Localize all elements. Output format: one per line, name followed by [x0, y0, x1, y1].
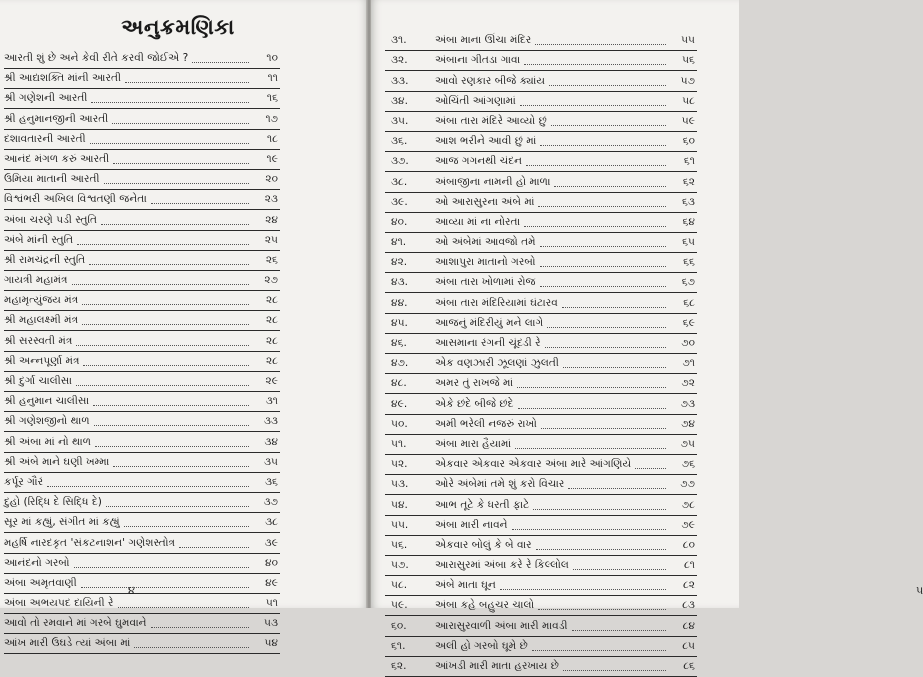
dot-leader: [93, 404, 249, 406]
dot-leader: [179, 546, 249, 548]
entry-page-number: ૨૮: [265, 334, 278, 347]
entry-title: ઓચિંતી આંગણામાં: [435, 94, 516, 107]
entry-page-number: ૩૧: [265, 395, 278, 408]
dot-leader: [573, 568, 666, 570]
index-entry: [4, 291, 280, 311]
entry-page-number: ૬૬: [683, 256, 695, 269]
index-entry: [385, 354, 697, 374]
entry-page-number: ૭૦: [681, 337, 695, 349]
entry-page-number: ૮૪: [682, 619, 695, 632]
dot-leader: [106, 505, 249, 507]
entry-title: શ્રી ગણેશજીનો થાળ: [4, 415, 90, 428]
entry-title: વિશ્વંભરી અખિલ વિશ્વતણી જનેતા: [4, 193, 147, 206]
dot-leader: [547, 326, 666, 328]
entry-page-number: ૮૦: [682, 538, 695, 551]
entry-title: એક વણઝારી ઝૂલણાં ઝુલતી: [435, 357, 559, 370]
left-page: [0, 0, 368, 650]
entry-title: અંબા તારા મંદિરિયામાં ઘંટારવ: [435, 296, 558, 309]
index-entry: [385, 556, 697, 576]
entry-number: ૩૫.: [391, 114, 409, 127]
index-entry: [385, 475, 697, 495]
entry-page-number: ૩૮: [265, 516, 278, 529]
entry-title: ઉમિયા માતાની આરતી: [4, 173, 100, 186]
entry-page-number: ૫૮: [682, 94, 695, 107]
entry-page-number: ૭૫: [680, 437, 695, 450]
entry-title: શ્રી રામચંદ્રની સ્તુતિ: [4, 253, 86, 266]
entry-title: આશ ભરીને આવી છું માં: [435, 135, 537, 148]
index-entry: [4, 473, 280, 493]
entry-page-number: ૪૦: [265, 556, 278, 569]
index-entry: [4, 412, 280, 432]
dot-leader: [562, 306, 666, 308]
entry-page-number: ૨૮: [265, 294, 278, 307]
entry-number: ૪૨.: [391, 256, 408, 269]
index-entry: [385, 253, 697, 273]
index-entry: [4, 130, 280, 150]
right-page-number: ૫: [916, 584, 923, 597]
entry-page-number: ૩૭: [263, 496, 278, 509]
entry-page-number: ૭૮: [681, 498, 695, 511]
index-entry: [4, 554, 280, 574]
index-entry: [4, 574, 280, 594]
entry-number: ૪૦.: [391, 215, 408, 228]
entry-number: ૬૧.: [391, 639, 406, 652]
dot-leader: [520, 104, 666, 106]
dot-leader: [635, 467, 666, 469]
entry-page-number: ૧૦: [266, 52, 278, 64]
entry-page-number: ૨૭: [264, 274, 278, 287]
dot-leader: [47, 485, 249, 487]
dot-leader: [124, 525, 249, 527]
entry-title: અંબા અભયપદ દાયિની રે: [4, 597, 114, 610]
dot-leader: [572, 629, 666, 631]
entry-page-number: ૨૮: [265, 314, 278, 327]
entry-title: અંબા મારા હૈયામાં: [435, 437, 512, 450]
index-entry: [385, 536, 697, 556]
entry-title: ગાયત્રી મહામંત્ર: [4, 274, 68, 287]
entry-title: એકવાર એકવાર એકવાર અંબા મારે આંગણિયે: [435, 458, 632, 471]
entry-title: દુહો (રિદ્ધિ દે સિદ્ધિ દે): [4, 496, 102, 509]
dot-leader: [113, 465, 249, 467]
index-entry: [4, 493, 280, 513]
entry-number: ૪૯.: [391, 397, 408, 410]
entry-page-number: ૧૮: [266, 132, 278, 145]
entry-title: આંખ મારી ઉઘડે ત્યાં અંબા માં: [4, 637, 131, 650]
entry-page-number: ૧૧: [267, 72, 278, 85]
entry-title: અંબા માના ઊંચા મંદિર: [435, 34, 532, 47]
index-entry: [385, 92, 697, 112]
entry-number: ૫૭.: [391, 559, 409, 572]
entry-page-number: ૮૧: [683, 559, 695, 572]
dot-leader: [89, 263, 249, 265]
dot-leader: [192, 61, 249, 63]
entry-page-number: ૩૫: [263, 455, 278, 468]
entry-title: અંબા કહે બહુચર ચાલો: [435, 599, 535, 612]
dot-leader: [517, 386, 666, 388]
entry-title: આરાસુરવાળી અંબા મારી માવડી: [435, 619, 568, 632]
index-entry: [385, 193, 697, 213]
entry-page-number: ૬૦: [682, 135, 695, 148]
index-entry: [385, 132, 697, 152]
dot-leader: [535, 43, 666, 45]
dot-leader: [82, 323, 249, 325]
index-entry: [385, 273, 697, 293]
index-entry: [4, 634, 280, 654]
entry-page-number: ૫૫: [681, 34, 695, 47]
index-entry: [385, 394, 697, 414]
index-entry: [385, 71, 697, 91]
entry-number: ૫૯.: [391, 599, 408, 612]
dot-leader: [74, 566, 249, 568]
entry-page-number: ૮૨: [682, 579, 695, 592]
dot-leader: [95, 445, 249, 447]
entry-title: શ્રી ગણેશની આરતી: [4, 92, 88, 105]
entry-number: ૬૦.: [391, 619, 407, 632]
entry-number: ૫૦.: [391, 417, 408, 430]
entry-page-number: ૭૯: [681, 518, 695, 531]
index-entry: [4, 89, 280, 109]
dot-leader: [500, 588, 666, 590]
entry-title: એકે છંદે બીજે છંદે: [435, 397, 514, 410]
entry-number: ૫૪.: [391, 498, 408, 511]
entry-title: ઓ અંબેમાં આવજો તમે: [435, 236, 536, 249]
entry-title: અંબે માતા ઘૂન: [435, 579, 496, 592]
entry-title: શ્રી હનુમાન ચાલીસા: [4, 395, 90, 408]
entry-page-number: ૬૭: [681, 276, 695, 289]
entry-page-number: ૨૮: [265, 354, 278, 367]
entry-page-number: ૨૩: [264, 193, 278, 206]
index-entry: [4, 251, 280, 271]
index-entry: [4, 109, 280, 129]
dot-leader: [551, 124, 666, 126]
dot-leader: [81, 586, 249, 588]
entry-number: ૪૩.: [391, 276, 408, 289]
entry-title: આંખડી મારી માતા હરખાય છે: [435, 660, 559, 672]
dot-leader: [526, 164, 666, 166]
entry-page-number: ૬૪: [682, 215, 695, 228]
index-entry: [385, 516, 697, 536]
index-entry: [4, 231, 280, 251]
entry-number: ૫૧.: [391, 437, 407, 450]
entry-number: ૩૨.: [391, 54, 408, 67]
index-entry: [4, 190, 280, 210]
entry-title: શ્રી દુર્ગા ચાલીસા: [4, 375, 72, 387]
index-entry: [4, 513, 280, 533]
entry-title: ઓ આરાસુરના અંબે માં: [435, 195, 535, 208]
index-entry: [385, 415, 697, 435]
dot-leader: [533, 508, 666, 510]
entry-page-number: ૧૭: [265, 112, 278, 125]
dot-leader: [524, 63, 666, 65]
entry-page-number: ૭૨: [681, 377, 695, 390]
entry-title: શ્રી સરસ્વતી મંત્ર: [4, 334, 73, 347]
dot-leader: [112, 122, 249, 124]
dot-leader: [113, 162, 249, 164]
index-entry: [385, 314, 697, 334]
index-entry: [385, 51, 697, 71]
index-entry: [385, 657, 697, 677]
entry-page-number: ૧૬: [266, 92, 278, 105]
index-entry: [385, 31, 697, 51]
dot-leader: [538, 205, 666, 207]
index-entry: [4, 614, 280, 634]
entry-page-number: ૮૩: [682, 599, 695, 612]
entry-page-number: ૨૯: [265, 375, 278, 387]
entry-page-number: ૬૩: [682, 195, 695, 208]
entry-page-number: ૬૨: [682, 175, 695, 188]
dot-leader: [90, 142, 249, 144]
index-entry: [4, 372, 280, 392]
dot-leader: [151, 626, 249, 628]
index-entry: [385, 374, 697, 394]
entry-title: શ્રી મહાલક્ષ્મી મંત્ર: [4, 314, 79, 327]
entry-page-number: ૫૩: [263, 617, 278, 630]
dot-leader: [524, 225, 666, 227]
entry-title: આવ્યા માં ના નોરતા: [435, 215, 521, 228]
dot-leader: [540, 285, 666, 287]
index-entry: [385, 112, 697, 132]
left-page-number: ૪: [128, 584, 135, 597]
index-entry: [385, 616, 697, 636]
index-entry: [4, 533, 280, 553]
entry-page-number: ૨૪: [265, 213, 278, 226]
entry-title: મહર્ષિ નારદકૃત 'સંકટનાશન' ગણેશસ્તોત્ર: [4, 536, 175, 549]
entry-page-number: ૩૩: [263, 415, 278, 428]
right-page: [371, 0, 923, 672]
entry-title: શ્રી અન્નપૂર્ણા મંત્ર: [4, 354, 80, 367]
entry-title: એકવાર બોલું કે બે વાર: [435, 538, 532, 551]
entry-title: અંબા તારા મંદિરે આવ્યો છું: [435, 114, 547, 127]
entry-page-number: ૫૪: [264, 637, 278, 650]
entry-title: ઓરે અંબેમાં તમે શું કરો વિચાર: [435, 478, 565, 491]
dot-leader: [540, 144, 666, 146]
index-entry: [4, 271, 280, 291]
dot-leader: [151, 202, 249, 204]
dot-leader: [563, 669, 666, 671]
entry-number: ૫૬.: [391, 538, 408, 551]
index-entry: [4, 210, 280, 230]
entry-title: આરતી શું છે અને કેવી રીતે કરવી જોઈએ ?: [4, 52, 189, 64]
entry-title: આજનું મંદિરીયું મને લાગે: [435, 316, 544, 329]
entry-title: અંબાના ગીતડા ગાવા: [435, 54, 521, 67]
index-entry: [4, 392, 280, 412]
entry-page-number: ૭૩: [680, 397, 695, 410]
entry-page-number: ૬૫: [682, 236, 695, 249]
index-entry: [385, 435, 697, 455]
entry-title: અંબે માંની સ્તુતિ: [4, 233, 74, 246]
entry-title: આરાસુરમાં અંબા કરે રે કિલ્લોલ: [435, 559, 569, 572]
entry-number: ૩૪.: [391, 94, 408, 107]
entry-page-number: ૭૭: [680, 478, 695, 491]
entry-page-number: ૭૬: [681, 458, 695, 471]
entry-page-number: ૮૬: [683, 660, 695, 672]
entry-number: ૫૩.: [391, 478, 409, 491]
dot-leader: [72, 283, 249, 285]
entry-page-number: ૩૬: [265, 475, 278, 488]
entry-number: ૩૩.: [391, 74, 409, 87]
entry-title: સૂર માં કહ્યું, સંગીત માં કહ્યું: [4, 516, 120, 529]
entry-number: ૫૫.: [391, 518, 409, 531]
entry-number: ૬૨.: [391, 660, 407, 672]
index-entry: [4, 51, 280, 69]
entry-page-number: ૭૧: [682, 357, 695, 370]
dot-leader: [91, 101, 249, 103]
dot-leader: [94, 424, 249, 426]
entry-title: આભ તૂટે કે ધરતી ફાટે: [435, 498, 530, 511]
entry-title: અમી ભરેલી નજરું રાખો: [435, 417, 537, 430]
entry-title: અંબા મારી નાવને: [435, 518, 508, 531]
index-entry: [385, 152, 697, 172]
index-entry: [385, 495, 697, 515]
entry-page-number: ૨૦: [265, 173, 278, 186]
index-entry: [4, 150, 280, 170]
entry-number: ૩૮.: [391, 175, 408, 188]
dot-leader: [76, 384, 249, 386]
dot-leader: [540, 265, 666, 267]
entry-title: આજ ગગનથી ચંદન: [435, 155, 523, 168]
entry-number: ૪૧.: [391, 236, 407, 249]
index-entry: [385, 233, 697, 253]
entry-title: શ્રી અંબે માને ઘણી ખમ્મા: [4, 455, 110, 468]
index-entry: [385, 596, 697, 616]
entry-number: ૩૬.: [391, 135, 408, 148]
entry-number: ૫૨.: [391, 458, 408, 471]
dot-leader: [82, 303, 249, 305]
entry-number: ૫૮.: [391, 579, 408, 592]
dot-leader: [554, 185, 666, 187]
entry-page-number: ૬૧: [683, 155, 695, 168]
entry-page-number: ૩૪: [264, 435, 278, 448]
entry-title: દશાવતારની આરતી: [4, 132, 86, 145]
entry-title: અમર તું રાખજે માં: [435, 377, 514, 390]
index-entry: [385, 576, 697, 596]
entry-title: આવો રણકાર બીજે ક્યાંય: [435, 74, 546, 87]
entry-title: આનંદનો ગરબો: [4, 556, 70, 569]
entry-number: ૩૭.: [391, 155, 409, 168]
entry-page-number: ૮૫: [682, 639, 695, 652]
right-index-list: [385, 31, 697, 677]
index-entry: [385, 637, 697, 657]
entry-page-number: ૬૮: [683, 296, 695, 309]
entry-number: ૩૧.: [391, 34, 407, 47]
index-entry: [4, 69, 280, 89]
dot-leader: [518, 407, 666, 409]
entry-page-number: ૭૪: [681, 417, 695, 430]
index-entry: [4, 594, 280, 614]
dot-leader: [532, 649, 666, 651]
entry-title: આસમાના રંગની ચૂંદડી રે: [435, 337, 541, 349]
dot-leader: [134, 646, 249, 648]
entry-page-number: ૪૯: [265, 576, 278, 589]
index-title: અનુક્રમણિકા: [121, 14, 235, 39]
entry-page-number: ૫૭: [680, 74, 695, 87]
dot-leader: [125, 81, 249, 83]
dot-leader: [83, 364, 249, 366]
entry-page-number: ૬૯: [682, 316, 695, 329]
dot-leader: [549, 84, 666, 86]
dot-leader: [540, 245, 666, 247]
entry-title: અલી હો ગરબો ઘૂમે છે: [435, 639, 528, 652]
entry-page-number: ૨૫: [264, 233, 278, 246]
dot-leader: [101, 223, 249, 225]
entry-title: શ્રી અંબા માં નો થાળ: [4, 435, 92, 448]
dot-leader: [104, 182, 249, 184]
entry-title: આવો તો રમવાને માં ગરબે ઘુમવાને: [4, 617, 147, 630]
dot-leader: [568, 487, 666, 489]
dot-leader: [512, 528, 666, 530]
index-entry: [4, 432, 280, 452]
dot-leader: [536, 548, 666, 550]
index-entry: [4, 352, 280, 372]
entry-number: ૪૬.: [391, 337, 407, 349]
index-entry: [4, 311, 280, 331]
entry-number: ૩૯.: [391, 195, 408, 208]
entry-title: અંબા અમૃતવાણી: [4, 576, 77, 589]
entry-title: અંબા તારા ખોળામાં રોજ: [435, 276, 536, 289]
entry-title: મહામૃત્યુંજય મંત્ર: [4, 294, 79, 307]
index-entry: [4, 453, 280, 473]
entry-number: ૪૭.: [391, 357, 409, 370]
entry-page-number: ૧૯: [266, 152, 278, 165]
dot-leader: [545, 346, 666, 348]
dot-leader: [118, 606, 250, 608]
entry-number: ૪૪.: [391, 296, 408, 309]
entry-page-number: ૨૬: [265, 253, 278, 266]
entry-number: ૪૫.: [391, 316, 408, 329]
dot-leader: [77, 243, 249, 245]
entry-title: કર્પૂર ગૌરં: [4, 475, 44, 488]
entry-page-number: ૫૧: [265, 597, 278, 610]
dot-leader: [76, 344, 249, 346]
dot-leader: [563, 366, 666, 368]
index-entry: [385, 172, 697, 192]
index-entry: [4, 331, 280, 351]
entry-title: શ્રી આદ્યશક્તિ માંની આરતી: [4, 72, 122, 85]
entry-page-number: ૩૯: [264, 536, 278, 549]
dot-leader: [541, 427, 666, 429]
entry-title: શ્રી હનુમાનજીની આરતી: [4, 112, 109, 125]
index-entry: [385, 334, 697, 354]
entry-page-number: ૫૯: [681, 114, 695, 127]
entry-title: આનંદ મંગળ કરું આરતી: [4, 152, 110, 165]
dot-leader: [538, 608, 666, 610]
left-index-list: [4, 51, 280, 654]
entry-title: આશાપુરા માતાનો ગરબો: [435, 256, 536, 269]
index-entry: [4, 170, 280, 190]
index-entry: [385, 293, 697, 313]
entry-number: ૪૮.: [391, 377, 407, 390]
entry-title: અંબાજીના નામની હો માળા: [435, 175, 551, 188]
entry-title: અંબા ચરણે પડી સ્તુતિ: [4, 213, 97, 226]
index-entry: [385, 213, 697, 233]
entry-page-number: ૫૬: [682, 54, 695, 67]
dot-leader: [515, 447, 666, 449]
index-entry: [385, 455, 697, 475]
